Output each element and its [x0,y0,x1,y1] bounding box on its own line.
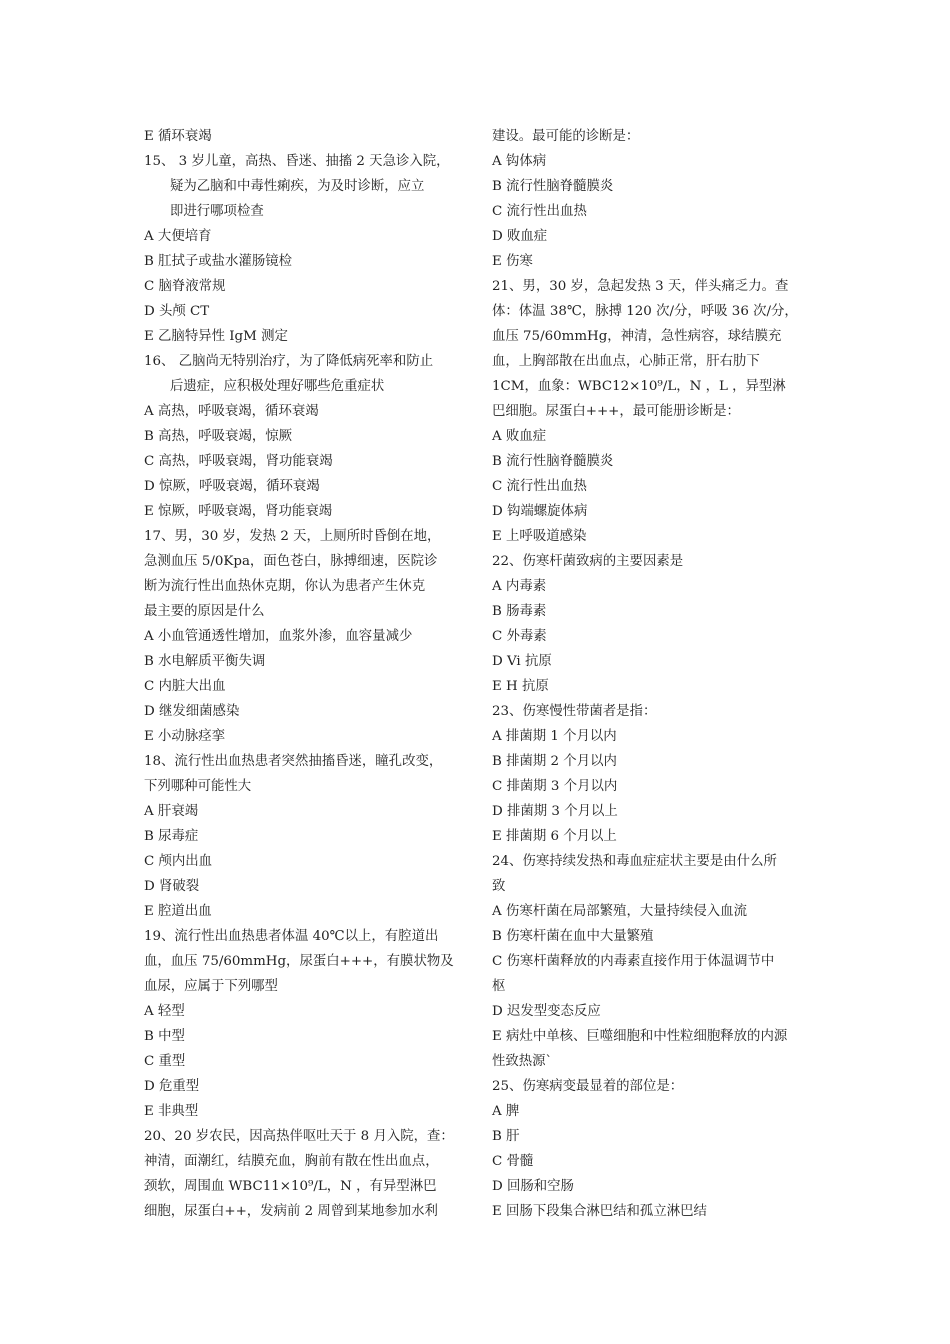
right-column [492,124,810,1224]
text-line: D 排菌期 3 个月以上 [492,804,618,819]
text-line: 后遗症，应积极处理好哪些危重症状 [170,379,385,394]
text-line: 1CM，血象：WBC12×10⁹/L，N ，L ，异型淋 [492,379,786,394]
text-line: A 钩体病 [492,154,547,169]
text-line: E 循环衰竭 [144,129,212,144]
text-line: 即进行哪项检查 [170,204,264,219]
text-line: 21、男，30 岁，急起发热 3 天，伴头痛乏力。查 [492,279,789,294]
text-line: 血，血压 75/60mmHg，尿蛋白+++，有膜状物及 [144,954,454,969]
text-line: D 迟发型变态反应 [492,1004,601,1019]
text-line: C 高热，呼吸衰竭，肾功能衰竭 [144,454,333,469]
text-line: D 败血症 [492,229,548,244]
text-line: A 伤寒杆菌在局部繁殖，大量持续侵入血流 [492,904,747,919]
text-line: C 流行性出血热 [492,204,587,219]
text-line: E 乙脑特异性 IgM 测定 [144,329,288,344]
text-line: C 外毒素 [492,629,547,644]
text-line: A 排菌期 1 个月以内 [492,729,617,744]
text-line: 枢 [492,979,506,994]
text-line: C 排菌期 3 个月以内 [492,779,618,794]
left-column [144,124,466,1224]
text-line: 19、流行性出血热患者体温 40℃以上，有腔道出 [144,929,439,944]
text-line: C 脑脊液常规 [144,279,226,294]
text-line: E 上呼吸道感染 [492,529,587,544]
text-line: 性致热源` [492,1054,553,1069]
text-line: E 小动脉痉挛 [144,729,225,744]
text-line: 血压 75/60mmHg，神清，急性病容，球结膜充 [492,329,782,344]
text-line: B 肛拭子或盐水灌肠镜检 [144,254,293,269]
text-line: 细胞，尿蛋白++，发病前 2 周曾到某地参加水利 [144,1204,438,1219]
text-line: D 肾破裂 [144,879,200,894]
text-line: A 脾 [492,1104,520,1119]
text-line: 24、伤寒持续发热和毒血症症状主要是由什么所 [492,854,777,869]
text-line: D Vi 抗原 [492,654,552,669]
text-line: A 败血症 [492,429,547,444]
text-line: 急测血压 5/0Kpa，面色苍白，脉搏细速，医院诊 [144,554,438,569]
text-line: E 回肠下段集合淋巴结和孤立淋巴结 [492,1204,707,1219]
text-line: D 危重型 [144,1079,200,1094]
text-line: B 流行性脑脊髓膜炎 [492,179,614,194]
text-line: A 轻型 [144,1004,185,1019]
text-line: C 骨髓 [492,1154,534,1169]
text-line: B 流行性脑脊髓膜炎 [492,454,614,469]
text-line: C 内脏大出血 [144,679,226,694]
text-line: D 回肠和空肠 [492,1179,574,1194]
text-line: 18、流行性出血热患者突然抽搐昏迷，瞳孔改变， [144,754,443,769]
text-line: E 伤寒 [492,254,533,269]
text-line: B 伤寒杆菌在血中大量繁殖 [492,929,654,944]
text-line: 15、 3 岁儿童，高热、昏迷、抽搐 2 天急诊入院， [144,154,450,169]
text-line: B 高热，呼吸衰竭，惊厥 [144,429,293,444]
text-line: 17、男，30 岁，发热 2 天，上厕所时昏倒在地， [144,529,441,544]
text-line: C 颅内出血 [144,854,213,869]
text-line: C 流行性出血热 [492,479,587,494]
text-line: 体：体温 38℃，脉搏 120 次/分，呼吸 36 次/分， [492,304,798,319]
text-line: E H 抗原 [492,679,549,694]
text-line: B 尿毒症 [144,829,199,844]
text-line: C 重型 [144,1054,186,1069]
text-line: D 惊厥，呼吸衰竭，循环衰竭 [144,479,320,494]
text-line: 血尿，应属于下列哪型 [144,979,278,994]
text-line: E 惊厥，呼吸衰竭，肾功能衰竭 [144,504,333,519]
text-line: 建设。最可能的诊断是： [492,129,640,144]
text-line: B 肠毒素 [492,604,547,619]
text-line: B 肝 [492,1129,520,1144]
text-line: 23、伤寒慢性带菌者是指： [492,704,657,719]
text-line: A 小血管通透性增加，血浆外渗，血容量减少 [144,629,413,644]
text-line: E 腔道出血 [144,904,212,919]
text-line: A 内毒素 [492,579,547,594]
text-line: B 排菌期 2 个月以内 [492,754,617,769]
text-line: 颈软，周围血 WBC11×10⁹/L，N ，有异型淋巴 [144,1179,437,1194]
text-line: B 水电解质平衡失调 [144,654,266,669]
text-line: 血，上胸部散在出血点，心肺正常，肝右肋下 [492,354,760,369]
text-line: 最主要的原因是什么 [144,604,265,619]
text-line: 25、伤寒病变最显着的部位是： [492,1079,684,1094]
text-line: 下列哪种可能性大 [144,779,252,794]
text-line: A 大便培育 [144,229,212,244]
text-line: 22、伤寒杆菌致病的主要因素是 [492,554,684,569]
text-line: 致 [492,879,506,894]
text-line: D 钩端螺旋体病 [492,504,588,519]
text-line: B 中型 [144,1029,185,1044]
text-line: 断为流行性出血热休克期，你认为患者产生休克 [144,579,426,594]
text-line: A 肝衰竭 [144,804,199,819]
text-line: 巴细胞。尿蛋白+++，最可能册诊断是： [492,404,740,419]
text-line: E 非典型 [144,1104,199,1119]
text-line: E 排菌期 6 个月以上 [492,829,617,844]
text-line: D 继发细菌感染 [144,704,240,719]
text-line: 20、20 岁农民，因高热伴呕吐天于 8 月入院，查： [144,1129,454,1144]
text-line: C 伤寒杆菌释放的内毒素直接作用于体温调节中 [492,954,775,969]
text-line: A 高热，呼吸衰竭，循环衰竭 [144,404,319,419]
text-line: 16、 乙脑尚无特别治疗，为了降低病死率和防止 [144,354,434,369]
text-line: E 病灶中单核、巨噬细胞和中性粒细胞释放的内源 [492,1029,788,1044]
text-line: 神清，面潮红，结膜充血，胸前有散在性出血点， [144,1154,439,1169]
text-line: D 头颅 CT [144,304,210,319]
text-line: 疑为乙脑和中毒性痢疾，为及时诊断，应立 [170,179,425,194]
